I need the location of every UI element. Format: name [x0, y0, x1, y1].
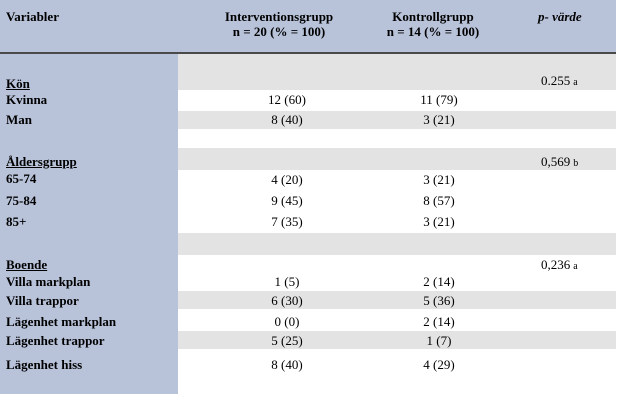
pvalue-kon: 0.255 a: [541, 73, 578, 88]
row-label-75-84: 75-84: [6, 193, 37, 208]
cell-kon-65-74: 3 (21): [423, 172, 455, 187]
cell-kon-villa-trappor: 5 (36): [423, 293, 455, 308]
header-intervention-n: n = 20 (% = 100): [232, 24, 326, 39]
section-title-aldersgrupp: Åldersgrupp: [6, 154, 77, 169]
cell-kon-85plus: 3 (21): [423, 214, 455, 229]
header-kontroll-n: n = 14 (% = 100): [386, 24, 480, 39]
cell-int-65-74: 4 (20): [271, 172, 303, 187]
row-label-kvinna: Kvinna: [6, 92, 48, 107]
row-label-lagenhet-markplan: Lägenhet markplan: [6, 314, 117, 329]
cell-int-lagenhet-hiss: 8 (40): [271, 357, 303, 372]
cell-kon-lagenhet-markplan: 2 (14): [423, 314, 455, 329]
cell-kon-75-84: 8 (57): [423, 193, 455, 208]
row-band-lagenhet-trappor: [178, 331, 616, 349]
row-label-man: Man: [6, 112, 32, 127]
row-label-lagenhet-trappor: Lägenhet trappor: [6, 333, 105, 348]
section-band-boende: [178, 233, 616, 255]
row-band-villa-trappor: [178, 291, 616, 309]
row-label-villa-trappor: Villa trappor: [6, 293, 79, 308]
cell-kon-villa-markplan: 2 (14): [423, 274, 455, 289]
section-title-boende: Boende: [6, 257, 48, 272]
header-pvalue: p- värde: [538, 9, 582, 24]
cell-kon-lagenhet-trappor: 1 (7): [426, 333, 452, 348]
cell-int-kvinna: 12 (60): [268, 92, 306, 107]
pvalue-aldersgrupp: 0,569 b: [541, 154, 579, 169]
pvalue-boende: 0,236 a: [541, 257, 578, 272]
header-intervention-title: Interventionsgrupp: [224, 9, 334, 24]
row-label-85plus: 85+: [6, 214, 27, 229]
cell-int-lagenhet-trappor: 5 (25): [271, 333, 303, 348]
header-variabler: Variabler: [6, 9, 59, 24]
row-band-man: [178, 111, 616, 129]
section-title-kon: Kön: [6, 76, 30, 91]
row-label-villa-markplan: Villa markplan: [6, 274, 91, 289]
cell-int-villa-trappor: 6 (30): [271, 293, 303, 308]
cell-kon-lagenhet-hiss: 4 (29): [423, 357, 455, 372]
cell-kon-kvinna: 11 (79): [420, 92, 458, 107]
header-kontroll-title: Kontrollgrupp: [392, 9, 474, 24]
cell-int-lagenhet-markplan: 0 (0): [274, 314, 300, 329]
cell-int-75-84: 9 (45): [271, 193, 303, 208]
cell-int-man: 8 (40): [271, 112, 303, 127]
cell-kon-man: 3 (21): [423, 112, 455, 127]
row-label-lagenhet-hiss: Lägenhet hiss: [6, 357, 83, 372]
cell-int-villa-markplan: 1 (5): [274, 274, 300, 289]
cell-int-85plus: 7 (35): [271, 214, 303, 229]
row-label-65-74: 65-74: [6, 171, 37, 186]
